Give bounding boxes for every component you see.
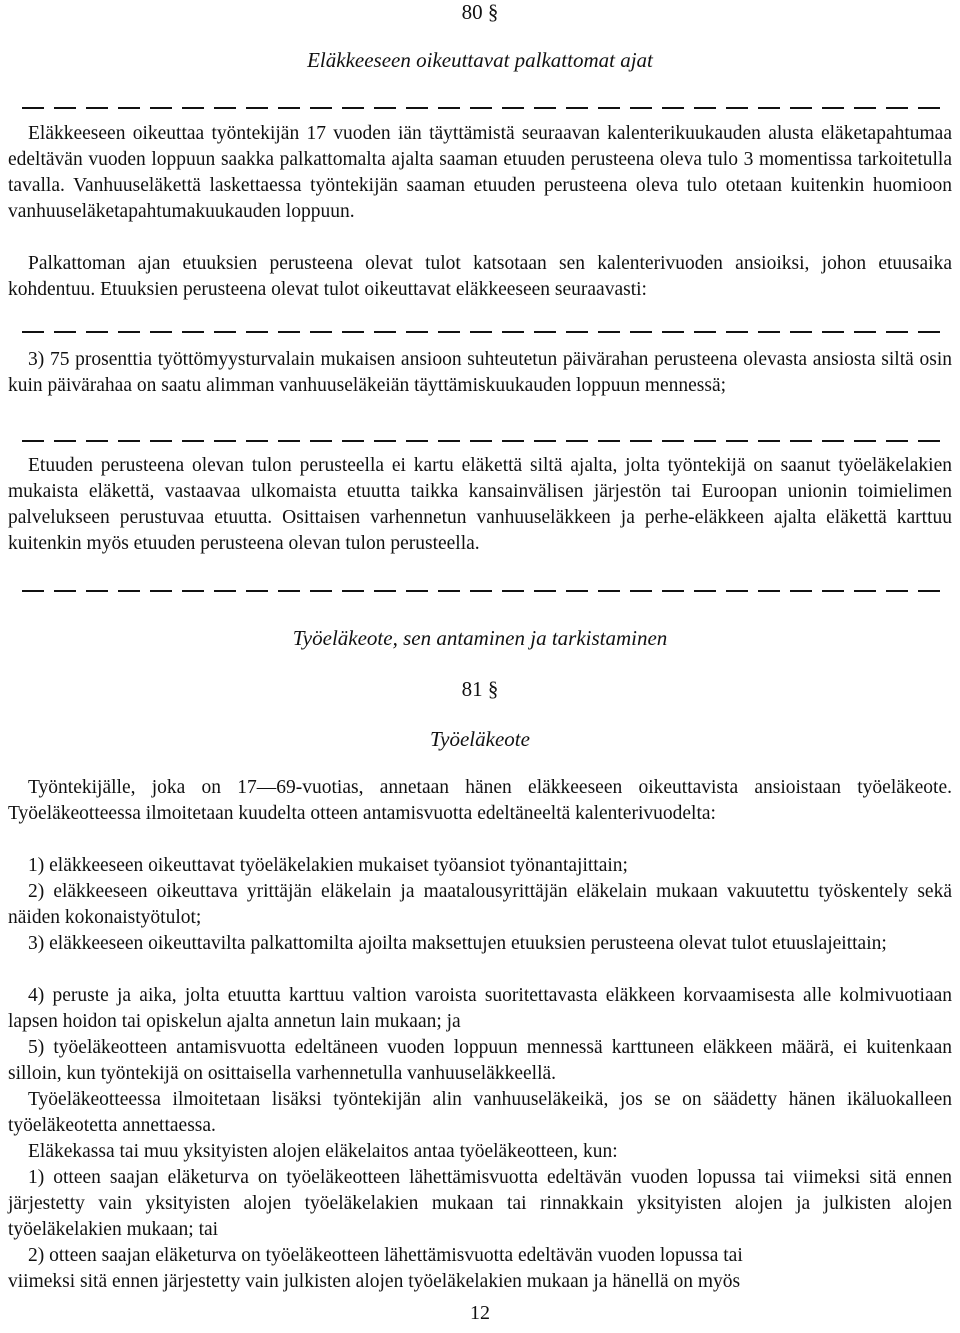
condition-2-line-2: viimeksi sitä ennen järjestetty vain julkisten alojen työeläkelakien mukaan ja hänellä on myös xyxy=(8,1271,741,1292)
omission-divider xyxy=(22,331,950,333)
list-item: 1) eläkkeeseen oikeuttavat työeläkelakien mukaiset työansiot työnantajittain; xyxy=(28,855,628,876)
list-item: 4) peruste ja aika, jolta etuutta karttuu valtion varoista suoritettavasta eläkkeen korvaamisesta alle kolmivuotiaan lapsen hoidon tai opiskelun ajalta annetun lain mukaan; ja xyxy=(8,985,952,1032)
paragraph-age: Työeläkeotteessa ilmoitetaan lisäksi työntekijän alin vanhuuseläkeikä, jos se on säädetty hänen ikäluokalleen työeläkeotetta annettaessa. xyxy=(8,1089,952,1136)
section-heading-80: Eläkkeeseen oikeuttavat palkattomat ajat xyxy=(307,48,653,72)
omission-divider xyxy=(22,590,950,592)
paragraph-2: Palkattoman ajan etuuksien perusteena olevat tulot katsotaan sen kalenterivuoden ansioiksi, johon etuusaika kohdentuu. Etuuksien perusteena olevat tulot oikeuttavat eläkkeeseen seuraavasti: xyxy=(8,253,952,300)
condition-1: 1) otteen saajan eläketurva on työeläkeotteen lähettämisvuotta edeltävän vuoden lopussa tai viimeksi sitä ennen järjestetty vain yksityisten alojen työeläkelakien mukaan tai rinnakkain yksityisten alojen ja julkisten alojen työeläkelakien mukaan; tai xyxy=(8,1167,952,1240)
condition-2-line-1: 2) otteen saajan eläketurva on työeläkeotteen lähettämisvuotta edeltävän vuoden lopussa tai xyxy=(28,1245,743,1266)
paragraph-4: Etuuden perusteena olevan tulon perusteella ei kartu eläkettä siltä ajalta, jolta työntekijä on saanut työeläkelakien mukaista eläkettä, vastaavaa ulkomaista etuutta taikka kansainvälisen järjestön tai Euroopan unionin toimielimen palvelukseen perustuvaa etuutta. Osittaisen varhennetun vanhuuseläkkeen ja perhe-eläkkeen ajalta eläkettä karttuu kuitenkin myös etuuden perusteena olevan tulon perusteella. xyxy=(8,455,952,554)
omission-divider xyxy=(22,107,950,109)
list-item: 2) eläkkeeseen oikeuttava yrittäjän eläkelain ja maatalousyrittäjän eläkelain mukaan vakuutettu työskentely sekä näiden kokonaistyötulot; xyxy=(8,881,952,928)
list-item: 5) työeläkeotteen antamisvuotta edeltäneen vuoden loppuun mennessä karttuneen eläkkeen määrä, ei kuitenkaan silloin, kun työntekijä on osittaisella varhennetulla vanhuuseläkkeellä. xyxy=(8,1037,952,1084)
paragraph-3: 3) 75 prosenttia työttömyysturvalain mukaisen ansioon suhteutetun päivärahan perusteena olevasta ansiosta siltä osin kuin päivärahaa on saatu alimman vanhuuseläkeiän täyttämiskuukauden loppuun mennessä; xyxy=(8,349,952,396)
section-heading-81: Työeläkeote xyxy=(430,727,530,751)
section-number-80: 80 § xyxy=(461,0,499,24)
paragraph-1: Eläkkeeseen oikeuttaa työntekijän 17 vuoden iän täyttämistä seuraavan kalenterikuukauden alusta eläketapahtumaa edeltävän vuoden loppuun saakka palkattomalta ajalta saaman etuuden perusteena oleva tulo 3 momentissa tarkoitetulla tavalla. Vanhuuseläkettä laskettaessa työntekijän saaman etuuden perusteena oleva tulo otetaan kuitenkin huomioon vanhuuseläketapahtumakuukauden loppuun. xyxy=(8,123,952,222)
paragraph-intro-81: Työntekijälle, joka on 17—69-vuotias, annetaan hänen eläkkeeseen oikeuttavista ansioistaan työeläkeote. Työeläkeotteessa ilmoitetaan kuudelta otteen antamisvuotta edeltäneeltä kalenterivuodelta: xyxy=(8,777,952,824)
page-number: 12 xyxy=(470,1302,490,1324)
section-number-81: 81 § xyxy=(461,677,499,701)
list-item: 3) eläkkeeseen oikeuttavilta palkattomilta ajoilta maksettujen etuuksien perusteena olevat tulot etuuslajeittain; xyxy=(28,933,887,954)
omission-divider xyxy=(22,440,950,442)
chapter-heading: Työeläkeote, sen antaminen ja tarkistaminen xyxy=(292,626,668,650)
paragraph-kassa: Eläkekassa tai muu yksityisten alojen eläkelaitos antaa työeläkeotteen, kun: xyxy=(28,1141,618,1162)
